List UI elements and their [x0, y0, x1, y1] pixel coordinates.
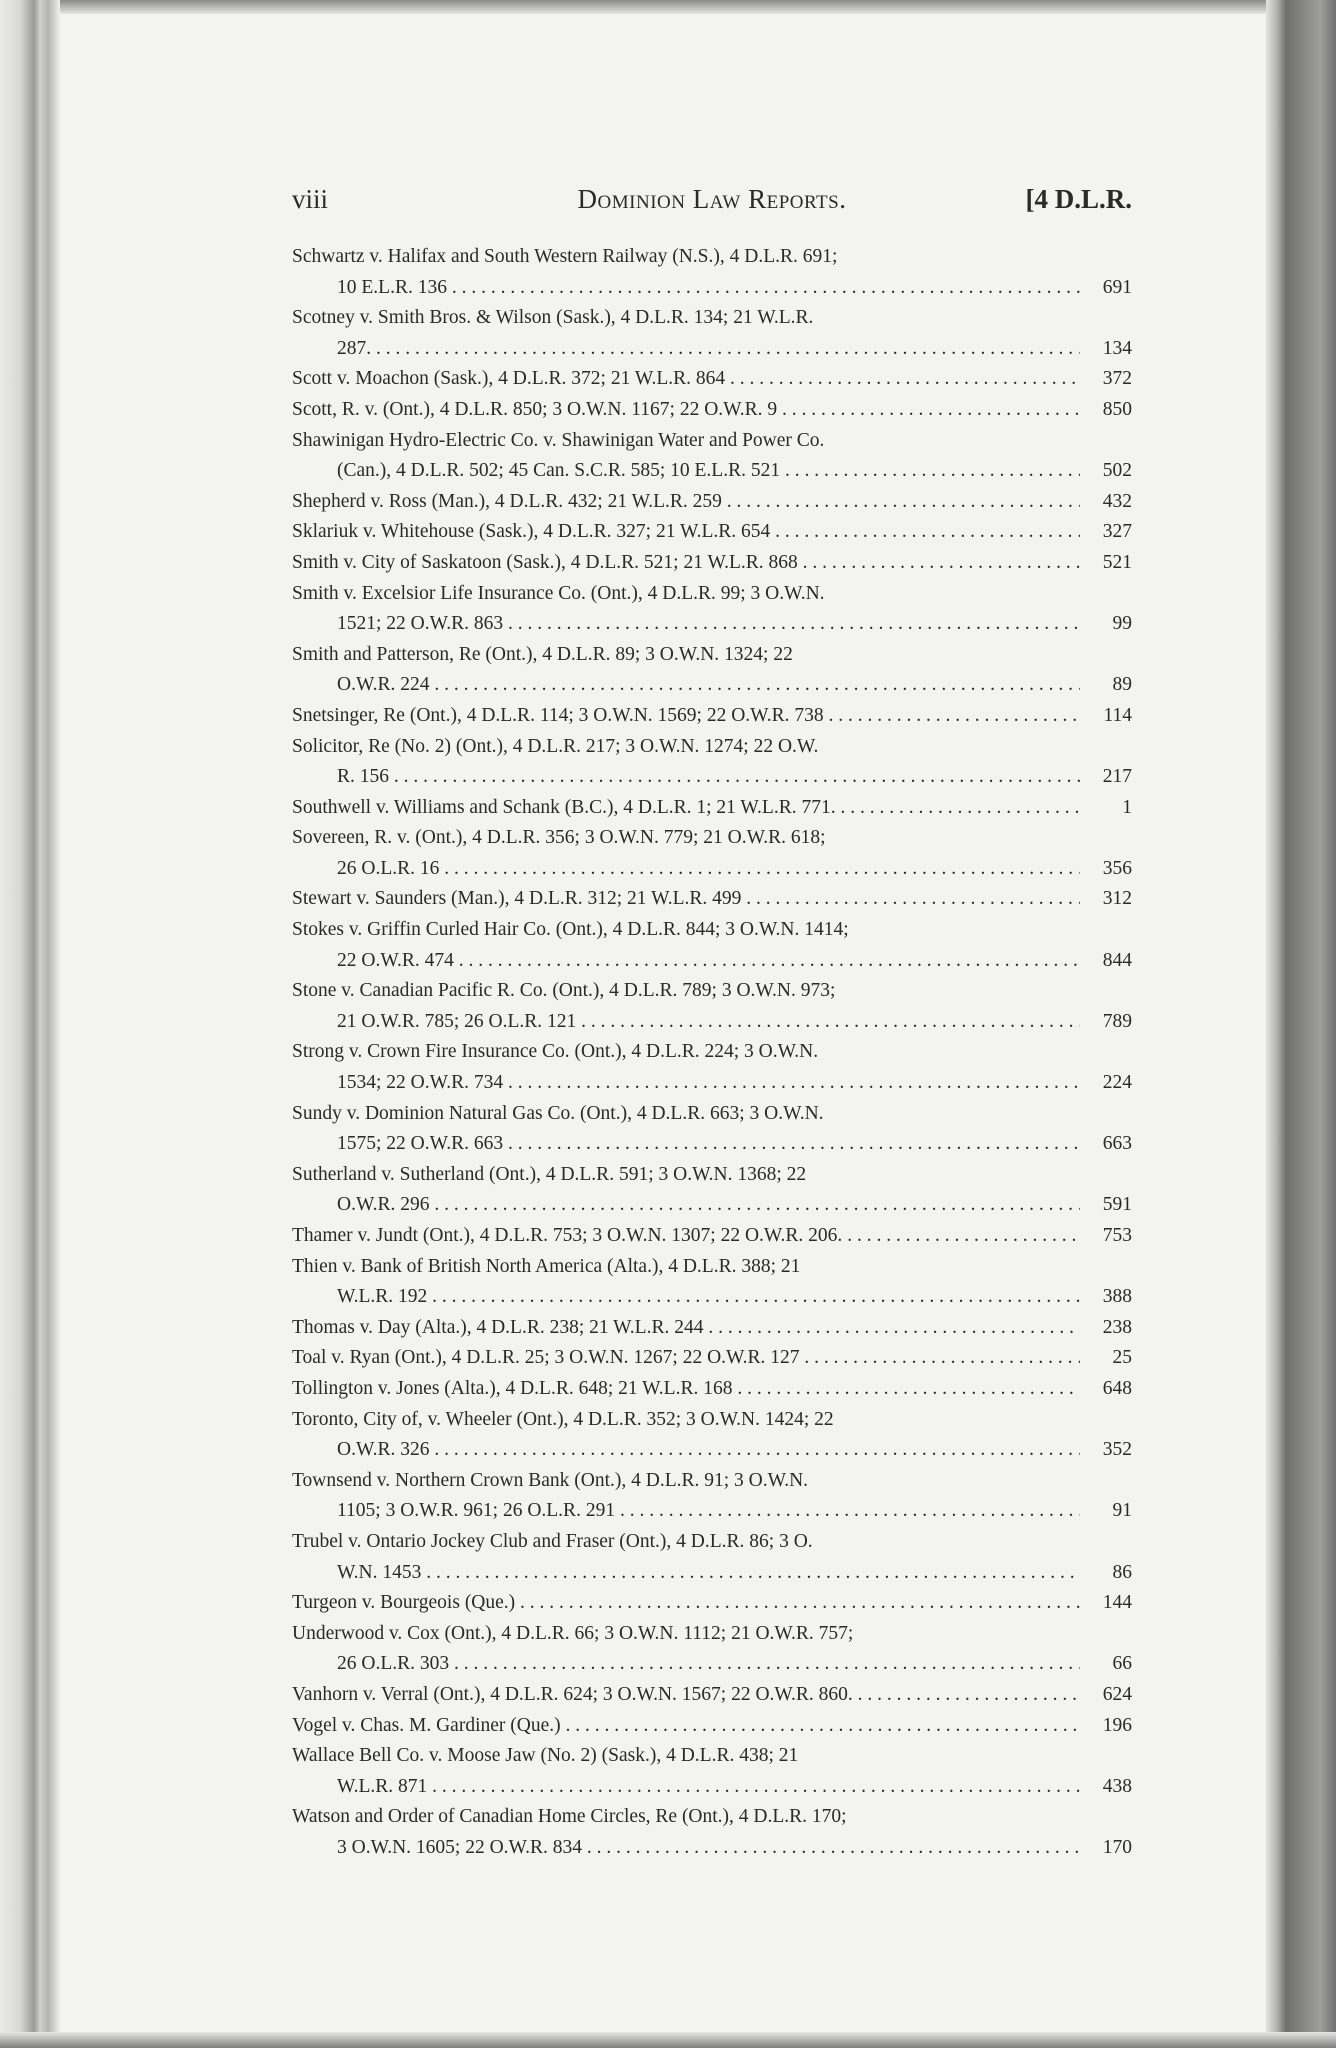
- case-citation-continuation: [292, 1282, 1132, 1313]
- case-entry: [292, 915, 1132, 976]
- case-entry: [292, 1313, 1132, 1344]
- case-citation-text: Strong v. Crown Fire Insurance Co. (Ont.), 4 D.L.R. 224; 3 O.W.N.: [292, 1041, 819, 1063]
- case-citation-text: Thien v. Bank of British North America (Alta.), 4 D.L.R. 388; 21: [292, 1255, 801, 1277]
- case-citation-text: 1521; 22 O.W.R. 863: [337, 613, 504, 635]
- case-entry: [292, 793, 1132, 824]
- case-citation-text: Trubel v. Ontario Jockey Club and Fraser (Ont.), 4 D.L.R. 86; 3 O.: [292, 1530, 813, 1552]
- case-citation-text: Smith v. City of Saskatoon (Sask.), 4 D.L.R. 521; 21 W.L.R. 868: [292, 551, 798, 573]
- case-citation-text: O.W.R. 326: [337, 1439, 430, 1461]
- case-citation-line: [292, 1588, 1132, 1619]
- case-entry: [292, 732, 1132, 793]
- case-page-number: 691: [1080, 273, 1132, 304]
- case-citation-line: [292, 732, 1132, 763]
- case-citation-text: O.W.R. 296: [337, 1194, 430, 1216]
- case-page-number: 144: [1080, 1588, 1132, 1619]
- case-entry: [292, 1374, 1132, 1405]
- case-citation-line: [292, 1099, 1132, 1130]
- case-page-number: 850: [1080, 395, 1132, 426]
- case-citation-line: [292, 823, 1132, 854]
- case-entry: [292, 579, 1132, 640]
- case-citation-line: [292, 1802, 1132, 1833]
- case-citation-text: Smith v. Excelsior Life Insurance Co. (Ont.), 4 D.L.R. 99; 3 O.W.N.: [292, 582, 825, 604]
- case-citation-text: Thamer v. Jundt (Ont.), 4 D.L.R. 753; 3 O.W.N. 1307; 22 O.W.R. 206.: [292, 1225, 843, 1246]
- case-entry: [292, 487, 1132, 518]
- case-citation-line: [292, 1680, 1132, 1711]
- case-citation-text: 3 O.W.N. 1605; 22 O.W.R. 834: [337, 1836, 583, 1858]
- case-page-number: 663: [1080, 1129, 1132, 1160]
- page-number: viii: [292, 184, 329, 214]
- case-page-number: 502: [1080, 456, 1132, 487]
- case-entry: [292, 1619, 1132, 1680]
- case-page-number: 648: [1080, 1374, 1132, 1405]
- case-citation-continuation: [292, 946, 1132, 977]
- case-citation-line: [292, 1343, 1132, 1374]
- case-citation-continuation: [292, 273, 1132, 304]
- case-citation-line: [292, 1037, 1132, 1068]
- case-citation-continuation: [292, 1772, 1132, 1803]
- case-entry: [292, 1588, 1132, 1619]
- case-page-number: 91: [1080, 1496, 1132, 1527]
- case-citation-line: [292, 364, 1132, 395]
- case-entry: [292, 303, 1132, 364]
- case-citation-line: [292, 1313, 1132, 1344]
- case-citation-text: Watson and Order of Canadian Home Circles, Re (Ont.), 4 D.L.R. 170;: [292, 1806, 847, 1828]
- case-citation-text: Sklariuk v. Whitehouse (Sask.), 4 D.L.R. 327; 21 W.L.R. 654: [292, 521, 771, 543]
- case-entry: [292, 1405, 1132, 1466]
- case-page-number: 196: [1080, 1711, 1132, 1742]
- case-citation-line: [292, 1252, 1132, 1283]
- case-citation-line: [292, 793, 1132, 824]
- case-citation-continuation: [292, 1558, 1132, 1589]
- case-citation-text: Smith and Patterson, Re (Ont.), 4 D.L.R. 89; 3 O.W.N. 1324; 22: [292, 643, 793, 665]
- case-citation-text: O.W.R. 224: [337, 674, 430, 696]
- case-citation-line: [292, 242, 1132, 273]
- case-citation-text: Shawinigan Hydro-Electric Co. v. Shawinigan Water and Power Co.: [292, 429, 825, 451]
- case-citation-continuation: [292, 670, 1132, 701]
- case-citation-text: Stewart v. Saunders (Man.), 4 D.L.R. 312; 21 W.L.R. 499: [292, 888, 742, 910]
- case-citation-continuation: [292, 1190, 1132, 1221]
- case-citation-continuation: [292, 1068, 1132, 1099]
- case-page-number: 89: [1080, 670, 1132, 701]
- case-citation-text: 26 O.L.R. 16: [337, 857, 440, 879]
- case-citation-continuation: [292, 1007, 1132, 1038]
- scan-edge-right: [1266, 0, 1336, 2048]
- case-citation-text: Turgeon v. Bourgeois (Que.): [292, 1592, 516, 1614]
- case-citation-text: Toronto, City of, v. Wheeler (Ont.), 4 D.L.R. 352; 3 O.W.N. 1424; 22: [292, 1408, 834, 1430]
- case-citation-text: Stokes v. Griffin Curled Hair Co. (Ont.), 4 D.L.R. 844; 3 O.W.N. 1414;: [292, 919, 849, 941]
- case-citation-text: 22 O.W.R. 474: [337, 949, 454, 971]
- case-page-number: 217: [1080, 762, 1132, 793]
- case-citation-text: 1105; 3 O.W.R. 961; 26 O.L.R. 291: [337, 1500, 616, 1522]
- case-page-number: 99: [1080, 609, 1132, 640]
- case-citation-text: 26 O.L.R. 303: [337, 1653, 450, 1675]
- case-entry: [292, 242, 1132, 303]
- case-citation-text: Sovereen, R. v. (Ont.), 4 D.L.R. 356; 3 O.W.N. 779; 21 O.W.R. 618;: [292, 827, 826, 849]
- case-page-number: 25: [1080, 1343, 1132, 1374]
- case-entry: [292, 1221, 1132, 1252]
- case-citation-text: Toal v. Ryan (Ont.), 4 D.L.R. 25; 3 O.W.N. 1267; 22 O.W.R. 127: [292, 1347, 800, 1369]
- case-citation-continuation: [292, 762, 1132, 793]
- case-citation-line: [292, 1160, 1132, 1191]
- case-citation-text: (Can.), 4 D.L.R. 502; 45 Can. S.C.R. 585; 10 E.L.R. 521: [337, 460, 781, 482]
- case-citation-text: Snetsinger, Re (Ont.), 4 D.L.R. 114; 3 O.W.N. 1569; 22 O.W.R. 738: [292, 704, 824, 726]
- case-entry: [292, 884, 1132, 915]
- case-citation-text: R. 156: [337, 766, 390, 788]
- case-entry: [292, 1680, 1132, 1711]
- case-citation-line: [292, 517, 1132, 548]
- case-citation-text: Thomas v. Day (Alta.), 4 D.L.R. 238; 21 W.L.R. 244: [292, 1316, 704, 1338]
- case-citation-text: 10 E.L.R. 136: [337, 276, 447, 298]
- case-citation-continuation: [292, 1129, 1132, 1160]
- case-entry: [292, 1099, 1132, 1160]
- case-citation-text: W.N. 1453: [337, 1561, 422, 1583]
- case-citation-text: 287.: [337, 337, 372, 359]
- case-entry: [292, 1037, 1132, 1098]
- case-citation-line: [292, 1527, 1132, 1558]
- case-citation-text: Schwartz v. Halifax and South Western Railway (N.S.), 4 D.L.R. 691;: [292, 246, 838, 267]
- scan-edge-left: [0, 0, 60, 2048]
- case-citation-line: [292, 976, 1132, 1007]
- case-citation-text: Scott v. Moachon (Sask.), 4 D.L.R. 372; 21 W.L.R. 864: [292, 368, 726, 390]
- case-entry: [292, 1711, 1132, 1742]
- case-page-number: 352: [1080, 1435, 1132, 1466]
- case-citation-text: Vogel v. Chas. M. Gardiner (Que.): [292, 1714, 561, 1736]
- case-citation-text: Sundy v. Dominion Natural Gas Co. (Ont.), 4 D.L.R. 663; 3 O.W.N.: [292, 1102, 824, 1124]
- case-citation-text: Vanhorn v. Verral (Ont.), 4 D.L.R. 624; 3 O.W.N. 1567; 22 O.W.R. 860.: [292, 1683, 853, 1705]
- case-page-number: 624: [1080, 1680, 1132, 1711]
- case-entry: [292, 1802, 1132, 1863]
- document-page: [292, 0, 1132, 2048]
- case-citation-line: [292, 1741, 1132, 1772]
- case-citation-text: 1534; 22 O.W.R. 734: [337, 1072, 504, 1094]
- case-citation-line: [292, 579, 1132, 610]
- case-entry: [292, 1252, 1132, 1313]
- case-citation-line: [292, 1405, 1132, 1436]
- case-citation-text: Stone v. Canadian Pacific R. Co. (Ont.), 4 D.L.R. 789; 3 O.W.N. 973;: [292, 980, 836, 1002]
- case-citation-continuation: [292, 334, 1132, 365]
- case-citation-text: Solicitor, Re (No. 2) (Ont.), 4 D.L.R. 217; 3 O.W.N. 1274; 22 O.W.: [292, 735, 819, 757]
- case-entry: [292, 548, 1132, 579]
- case-page-number: 753: [1080, 1221, 1132, 1252]
- case-index-list: [292, 242, 1132, 1863]
- running-head: [292, 184, 1132, 218]
- case-citation-text: Underwood v. Cox (Ont.), 4 D.L.R. 66; 3 O.W.N. 1112; 21 O.W.R. 757;: [292, 1622, 854, 1644]
- case-citation-line: [292, 395, 1132, 426]
- case-citation-continuation: [292, 1833, 1132, 1864]
- case-entry: [292, 364, 1132, 395]
- case-citation-text: 21 O.W.R. 785; 26 O.L.R. 121: [337, 1010, 577, 1032]
- case-citation-text: Sutherland v. Sutherland (Ont.), 4 D.L.R. 591; 3 O.W.N. 1368; 22: [292, 1163, 807, 1185]
- case-page-number: 1: [1080, 793, 1132, 824]
- case-page-number: 170: [1080, 1833, 1132, 1864]
- case-entry: [292, 426, 1132, 487]
- case-entry: [292, 1741, 1132, 1802]
- case-citation-line: [292, 548, 1132, 579]
- case-entry: [292, 395, 1132, 426]
- case-citation-text: Shepherd v. Ross (Man.), 4 D.L.R. 432; 21 W.L.R. 259: [292, 490, 722, 512]
- case-citation-text: Wallace Bell Co. v. Moose Jaw (No. 2) (Sask.), 4 D.L.R. 438; 21: [292, 1745, 799, 1767]
- volume-reference: [4 D.L.R.: [1025, 184, 1132, 214]
- case-page-number: 789: [1080, 1007, 1132, 1038]
- case-citation-line: [292, 884, 1132, 915]
- case-page-number: 224: [1080, 1068, 1132, 1099]
- case-page-number: 591: [1080, 1190, 1132, 1221]
- case-entry: [292, 1527, 1132, 1588]
- case-citation-continuation: [292, 854, 1132, 885]
- case-citation-continuation: [292, 1435, 1132, 1466]
- case-citation-line: [292, 426, 1132, 457]
- case-entry: [292, 823, 1132, 884]
- case-entry: [292, 1343, 1132, 1374]
- case-page-number: 388: [1080, 1282, 1132, 1313]
- case-entry: [292, 640, 1132, 701]
- case-citation-text: Scott, R. v. (Ont.), 4 D.L.R. 850; 3 O.W.N. 1167; 22 O.W.R. 9: [292, 398, 778, 420]
- case-page-number: 134: [1080, 334, 1132, 365]
- case-citation-line: [292, 1221, 1132, 1252]
- case-citation-line: [292, 303, 1132, 334]
- case-citation-text: Townsend v. Northern Crown Bank (Ont.), 4 D.L.R. 91; 3 O.W.N.: [292, 1469, 809, 1491]
- case-page-number: 312: [1080, 884, 1132, 915]
- case-citation-text: Southwell v. Williams and Schank (B.C.), 4 D.L.R. 1; 21 W.L.R. 771.: [292, 796, 836, 818]
- running-title: Dominion Law Reports.: [577, 184, 847, 214]
- case-citation-text: Tollington v. Jones (Alta.), 4 D.L.R. 648; 21 W.L.R. 168: [292, 1377, 733, 1399]
- case-citation-text: 1575; 22 O.W.R. 663: [337, 1133, 504, 1155]
- case-page-number: 844: [1080, 946, 1132, 977]
- case-citation-text: Scotney v. Smith Bros. & Wilson (Sask.), 4 D.L.R. 134; 21 W.L.R.: [292, 307, 814, 329]
- case-page-number: 327: [1080, 517, 1132, 548]
- case-page-number: 372: [1080, 364, 1132, 395]
- case-page-number: 521: [1080, 548, 1132, 579]
- case-entry: [292, 517, 1132, 548]
- case-citation-continuation: [292, 1496, 1132, 1527]
- case-page-number: 114: [1080, 701, 1132, 732]
- case-entry: [292, 1466, 1132, 1527]
- case-entry: [292, 976, 1132, 1037]
- case-page-number: 86: [1080, 1558, 1132, 1589]
- case-citation-continuation: [292, 1649, 1132, 1680]
- case-citation-line: [292, 1466, 1132, 1497]
- case-citation-line: [292, 1619, 1132, 1650]
- case-citation-line: [292, 1711, 1132, 1742]
- case-entry: [292, 1160, 1132, 1221]
- case-citation-continuation: [292, 609, 1132, 640]
- case-citation-line: [292, 487, 1132, 518]
- case-citation-line: [292, 701, 1132, 732]
- case-entry: [292, 701, 1132, 732]
- case-page-number: 356: [1080, 854, 1132, 885]
- case-page-number: 66: [1080, 1649, 1132, 1680]
- case-citation-line: [292, 915, 1132, 946]
- case-page-number: 438: [1080, 1772, 1132, 1803]
- case-citation-text: W.L.R. 192: [337, 1286, 428, 1308]
- case-page-number: 238: [1080, 1313, 1132, 1344]
- case-citation-text: W.L.R. 871: [337, 1775, 428, 1797]
- case-citation-continuation: [292, 456, 1132, 487]
- case-citation-line: [292, 640, 1132, 671]
- case-citation-line: [292, 1374, 1132, 1405]
- case-page-number: 432: [1080, 487, 1132, 518]
